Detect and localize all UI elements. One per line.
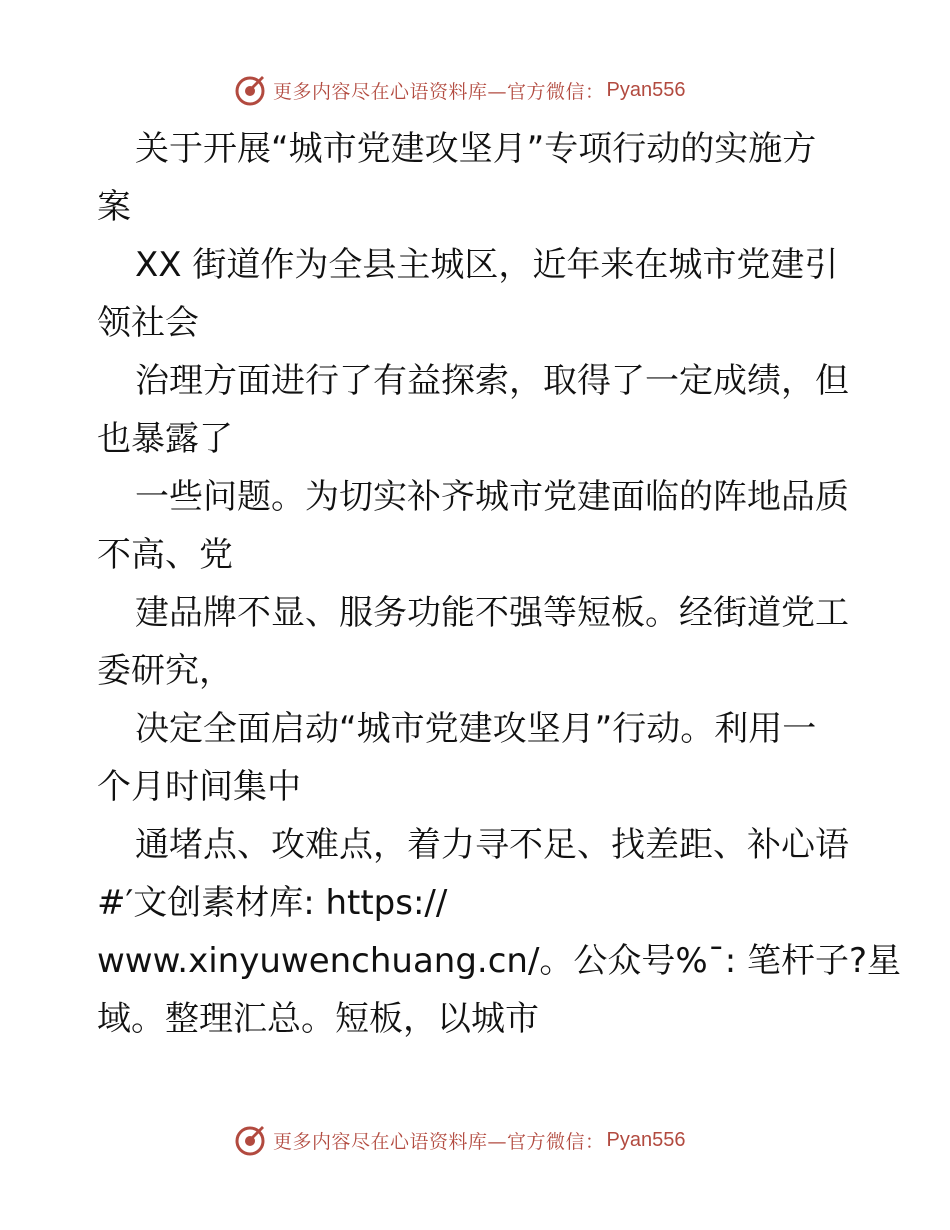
body-line: 治理方面进行了有益探索，取得了一定成绩，但 [135,361,849,401]
body-line: 个月时间集中 [97,767,301,807]
body-line: 一些问题。为切实补齐城市党建面临的阵地品质 [135,477,849,517]
pen-nib-logo-icon [233,73,267,107]
body-line: #′文创素材库: https:// [97,883,448,923]
body-line: 建品牌不显、服务功能不强等短板。经街道党工 [135,593,849,633]
watermark-text: 更多内容尽在心语资料库—官方微信： [273,80,605,103]
footer-watermark [233,1122,685,1158]
body-line: 决定全面启动“城市党建攻坚月”行动。利用一 [135,709,817,749]
title-line-1: 关于开展“城市党建攻坚月”专项行动的实施方 [135,129,817,169]
body-line: 域。整理汇总。短板，以城市 [97,999,539,1039]
watermark-account: Pyan556 [606,78,686,101]
body-line: 也暴露了 [97,419,233,459]
watermark-text: 更多内容尽在心语资料库—官方微信： [273,1130,605,1153]
watermark-account: Pyan556 [606,1128,686,1151]
body-line: 领社会 [97,303,199,343]
header-watermark [233,72,685,108]
pen-nib-logo-icon [233,1123,267,1157]
body-line: 委研究， [97,651,233,691]
body-line: 通堵点、攻难点，着力寻不足、找差距、补心语 [135,825,849,865]
title-line-2: 案 [97,187,131,227]
body-line: www.xinyuwenchuang.cn/。公众号%¯: 笔杆子?星 [97,941,902,981]
body-line: XX 街道作为全县主城区，近年来在城市党建引 [135,245,839,285]
body-line: 不高、党 [97,535,233,575]
document-body [97,120,902,1048]
